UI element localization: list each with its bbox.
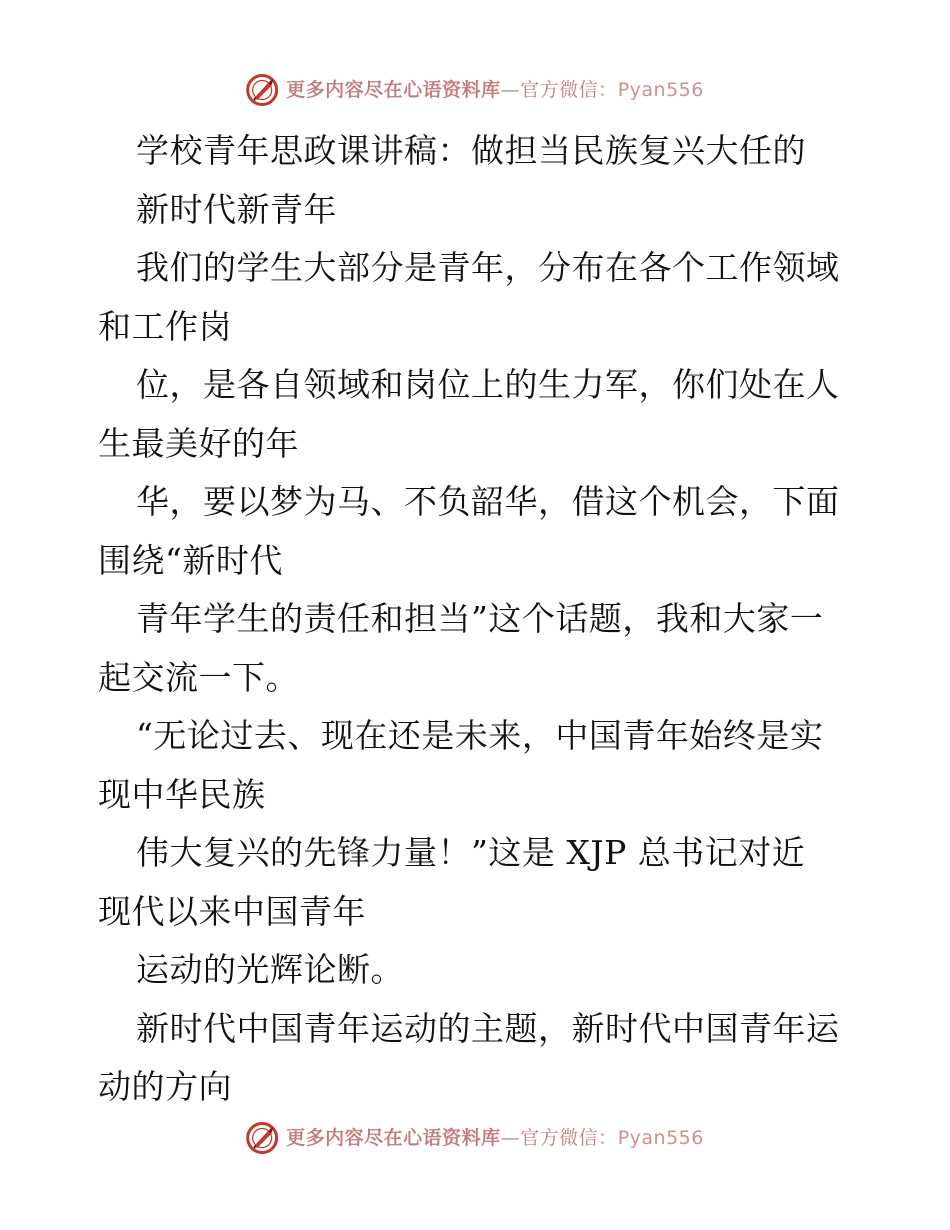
text-line: 青年学生的责任和担当”这个话题，我和大家一	[136, 599, 824, 638]
banner-text	[286, 70, 704, 110]
banner-brand-text: 更多内容尽在心语资料库	[286, 1127, 501, 1149]
banner-separator: —	[500, 1127, 521, 1149]
text-line: 生最美好的年	[98, 423, 299, 463]
banner-wechat-label: 官方微信：	[520, 1127, 618, 1149]
text-line: 位，是各自领域和岗位上的生力军，你们处在人	[136, 365, 840, 404]
text-line: 运动的光辉论断。	[136, 950, 404, 989]
header-banner	[246, 70, 704, 110]
text-line: 现中华民族	[98, 774, 266, 814]
text-line: “无论过去、现在还是未来，中国青年始终是实	[136, 716, 824, 755]
text-line: 现代以来中国青年	[98, 891, 366, 931]
quill-circle-logo-icon	[246, 1122, 278, 1154]
text-line: 学校青年思政课讲稿：做担当民族复兴大任的	[136, 131, 806, 170]
text-line: 华，要以梦为马、不负韶华，借这个机会，下面	[136, 482, 840, 521]
text-line: 和工作岗	[98, 306, 232, 346]
document-body	[98, 122, 858, 1117]
banner-brand-text: 更多内容尽在心语资料库	[286, 79, 501, 101]
text-line: 新时代新青年	[136, 189, 337, 229]
text-line: 新时代中国青年运动的主题，新时代中国青年运	[136, 1008, 840, 1048]
quill-circle-logo-icon	[246, 74, 278, 106]
banner-wechat-id: Pyan556	[617, 79, 704, 101]
text-line: 起交流一下。	[98, 657, 299, 697]
banner-text	[286, 1118, 704, 1158]
text-line: 我们的学生大部分是青年，分布在各个工作领域	[136, 248, 840, 287]
banner-wechat-id: Pyan556	[617, 1127, 704, 1149]
footer-banner	[246, 1118, 704, 1158]
text-line: 围绕“新时代	[98, 540, 283, 580]
banner-wechat-label: 官方微信：	[520, 79, 618, 101]
text-line: 伟大复兴的先锋力量！”这是 XJP 总书记对近	[136, 833, 806, 872]
text-line: 动的方向	[98, 1067, 232, 1106]
banner-separator: —	[500, 79, 521, 101]
